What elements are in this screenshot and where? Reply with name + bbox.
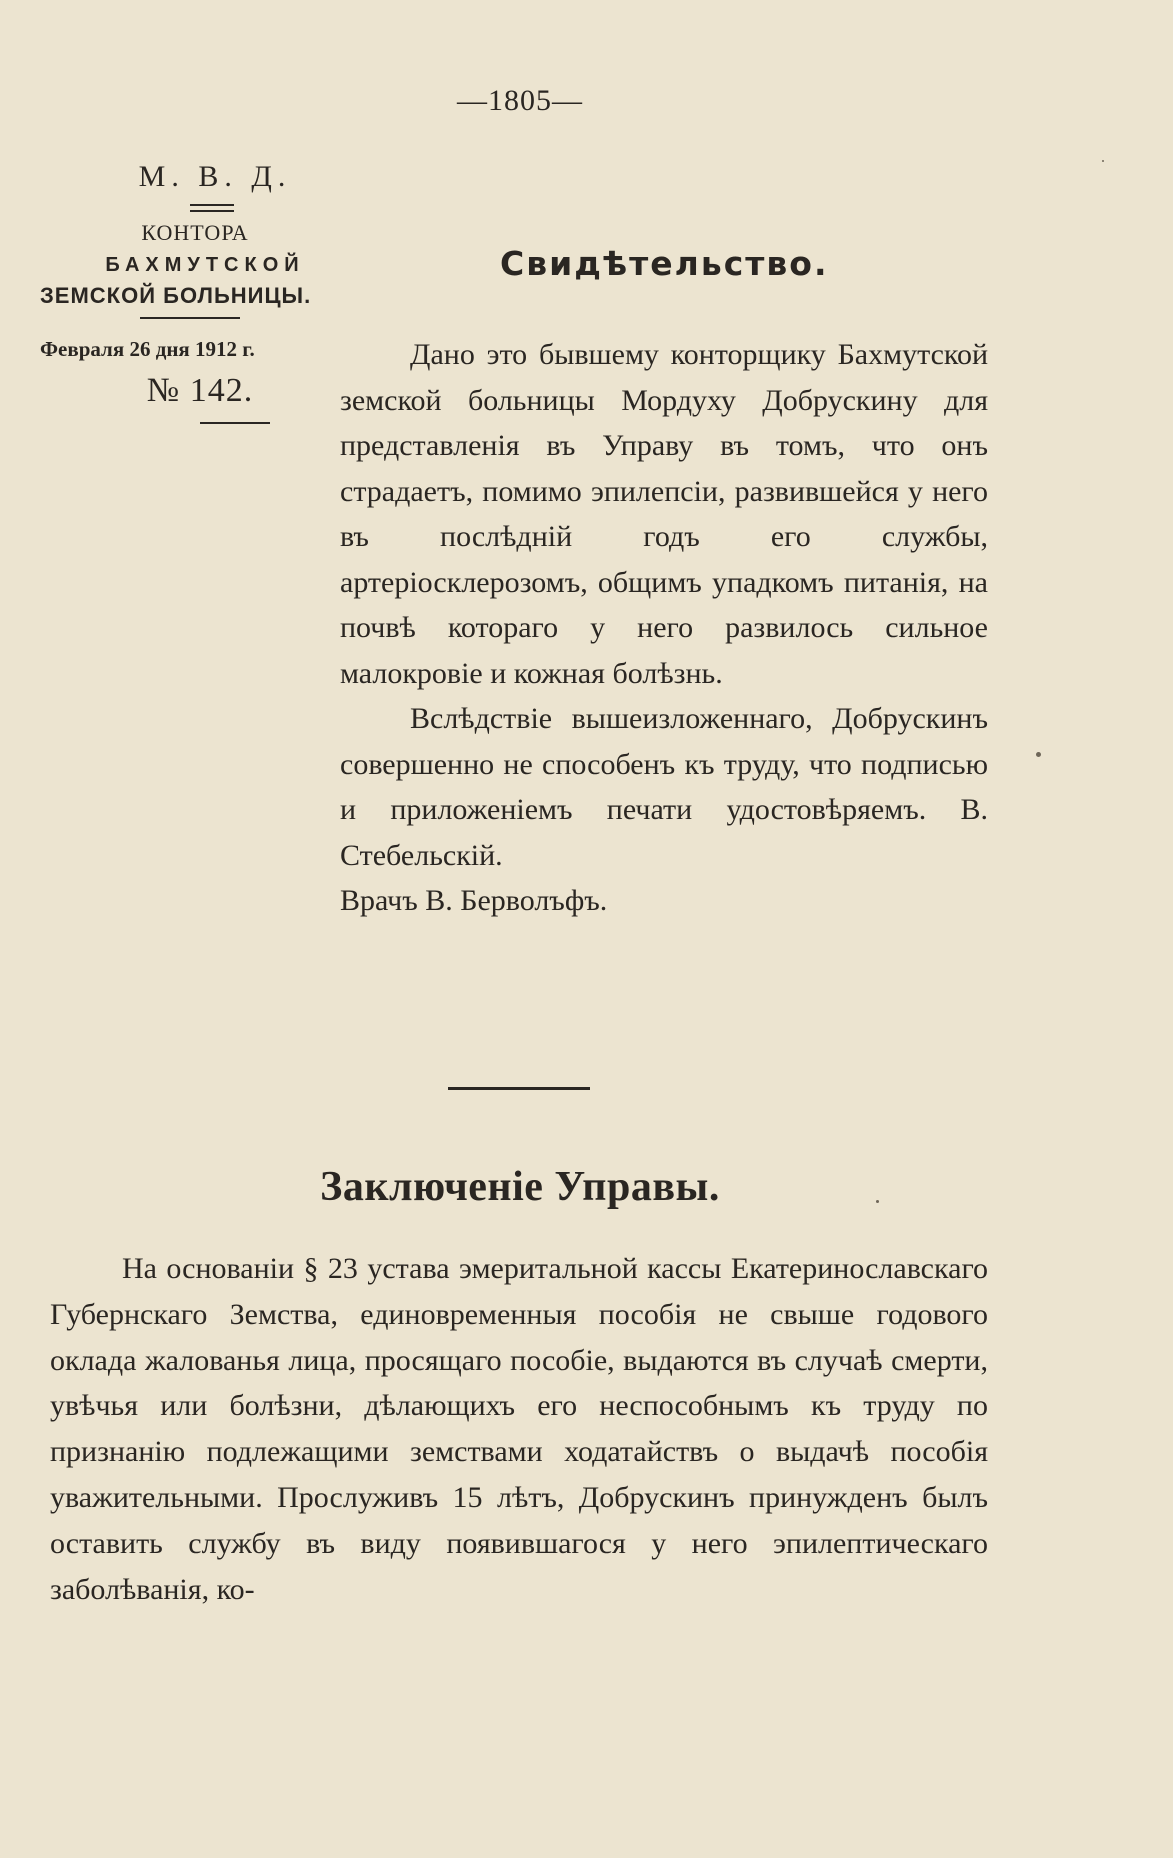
letter-date: Февраля 26 дня 1912 г. xyxy=(40,337,255,361)
letterhead-rule-bottom xyxy=(200,422,270,424)
certificate-title: Свидѣтельство. xyxy=(500,244,829,283)
certificate-signature: Врачъ В. Берволъфъ. xyxy=(340,884,608,917)
certificate-paragraph-1: Дано это бывшему конторщику Бахмутской земской больницы Мордуху Добрускину для представленія въ Управу въ томъ, что онъ страдаетъ, помимо эпилепсіи, развившейся у него въ послѣдній годъ его службы, артеріосклерозомъ, общимъ упадкомъ питанія, на почвѣ котораго у него развилось сильное малокровіе и кожная болѣзнь. xyxy=(340,338,988,690)
hospital-name-line2: ЗЕМСКОЙ БОЛЬНИЦЫ. xyxy=(40,283,312,308)
paper-speck xyxy=(1102,160,1104,162)
double-rule xyxy=(190,204,234,212)
conclusion-paragraph: На основаніи § 23 устава эмеритальной кассы Екатеринославскаго Губернскаго Земства, единовременныя пособія не свыше годового оклада жалованья лица, просящаго пособіе, выдаются въ случаѣ смерти, увѣчья или болѣзни, дѣлающихъ его неспособнымъ къ труду по признанію подлежащими земствами ходатайствъ о выдачѣ пособія уважительными. Прослуживъ 15 лѣтъ, Добрускинъ принужденъ былъ оставить службу въ виду появившагося у него эпилептическаго заболѣванія, ко- xyxy=(50,1252,988,1606)
letterhead-rule xyxy=(140,317,240,319)
conclusion-title: Заключеніе Управы. xyxy=(320,1164,720,1210)
ministry-abbreviation: М. В. Д. xyxy=(138,160,292,193)
conclusion-body xyxy=(50,1246,988,1612)
letter-number: № 142. xyxy=(146,372,254,409)
hospital-name-line1: БАХМУТСКОЙ xyxy=(105,254,305,276)
office-label: КОНТОРА xyxy=(141,220,249,245)
letterhead-sidebar xyxy=(40,160,330,424)
section-divider xyxy=(448,1087,590,1090)
page-number: —1805— xyxy=(457,84,583,117)
paper-speck xyxy=(1036,752,1041,757)
certificate-body xyxy=(340,332,988,924)
certificate-paragraph-2: Вслѣдствіе вышеизложеннаго, Добрускинъ совершенно не способенъ къ труду, что подписью и приложеніемъ печати удостовѣряемъ. В. Стебельскій. xyxy=(340,702,988,872)
paper-speck xyxy=(876,1200,879,1203)
